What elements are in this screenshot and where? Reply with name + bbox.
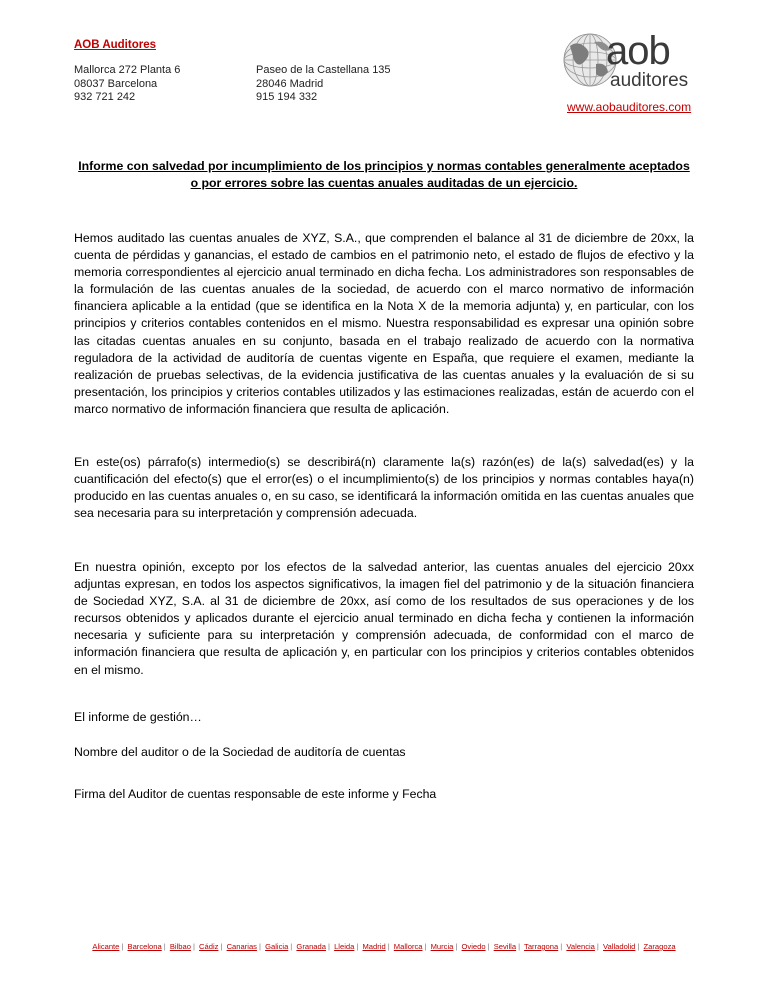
footer-city-link[interactable]: Murcia: [430, 942, 454, 951]
footer-city-link[interactable]: Granada: [296, 942, 326, 951]
footer-separator: |: [637, 942, 640, 951]
footer-separator: |: [220, 942, 223, 951]
footer-separator: |: [121, 942, 124, 951]
footer-separator: |: [487, 942, 490, 951]
footer-separator: |: [518, 942, 521, 951]
footer-city-link[interactable]: Valencia: [566, 942, 595, 951]
footer-separator: |: [560, 942, 563, 951]
footer-separator: |: [327, 942, 330, 951]
footer-city-link[interactable]: Cádiz: [199, 942, 219, 951]
footer-separator: |: [356, 942, 359, 951]
office-address-madrid: [256, 64, 391, 105]
paragraph-opinion: En nuestra opinión, excepto por los efectos de la salvedad anterior, las cuentas anuales del ejercicio 20xx adjuntas expresan, en todos los aspectos significativos, la imagen fiel del patrimonio y de la situación financiera de Sociedad XYZ, S.A. al 31 de diciembre de 20xx, así como de los resultados de sus operaciones y de los recursos obtenidos y aplicados durante el ejercicio anual terminado en dicha fecha y contienen la información necesaria y suficiente para su interpretación y comprensión adecuada, de conformidad con el marco de información financiera que resulta de aplicación y, en particular con los principios y criterios contables obtenidos en el mismo.: [74, 560, 694, 677]
footer-separator: |: [258, 942, 261, 951]
signature-date-line: Firma del Auditor de cuentas responsable de este informe y Fecha: [74, 787, 437, 801]
logo-wordmark-aob: aob: [606, 29, 670, 73]
address-line: Paseo de la Castellana 135: [256, 64, 391, 76]
phone-line: 932 721 242: [74, 91, 136, 103]
footer-city-link[interactable]: Tarragona: [524, 942, 559, 951]
footer-separator: |: [387, 942, 390, 951]
paragraph-scope: Hemos auditado las cuentas anuales de XYZ, S.A., que comprenden el balance al 31 de diciembre de 20xx, la cuenta de pérdidas y ganancias, el estado de cambios en el patrimonio neto, el estado de flujos de efectivo y la memoria correspondientes al ejercicio anual terminado en dicha fecha. Los administradores son responsables de la formulación de las cuentas anuales de la sociedad, de acuerdo con el marco normativo de información financiera aplicable a la entidad (que se identifica en la Nota X de la memoria adjunta) y, en particular, con los principios y criterios contables contenidos en el mismo. Nuestra responsabilidad es expresar una opinión sobre las citadas cuentas anuales en su conjunto, basada en el trabajo realizado de acuerdo con la normativa reguladora de la actividad de auditoría de cuentas vigente en España, que requiere el examen, mediante la realización de pruebas selectivas, de la evidencia justificativa de las cuentas anuales y la evaluación de si su presentación, los principios y criterios contables utilizados y las estimaciones realizadas, están de acuerdo con el marco normativo de información financiera que resulta de aplicación.: [74, 231, 694, 416]
footer-city-link[interactable]: Madrid: [362, 942, 386, 951]
footer-city-link[interactable]: Barcelona: [127, 942, 162, 951]
office-address-barcelona: [74, 64, 180, 105]
phone-line: 915 194 332: [256, 91, 318, 103]
management-report-line: El informe de gestión…: [74, 710, 202, 724]
footer-city-link[interactable]: Lleida: [334, 942, 355, 951]
footer-city-link[interactable]: Bilbao: [169, 942, 191, 951]
auditor-name-line: Nombre del auditor o de la Sociedad de auditoría de cuentas: [74, 745, 406, 759]
footer-city-link[interactable]: Alicante: [92, 942, 120, 951]
address-line: 08037 Barcelona: [74, 77, 158, 90]
company-name: AOB Auditores: [74, 39, 156, 51]
address-line: Mallorca 272 Planta 6: [74, 64, 181, 76]
footer-separator: |: [455, 942, 458, 951]
footer-separator: |: [290, 942, 293, 951]
document-title: Informe con salvedad por incumplimiento de los principios y normas contables generalmente aceptados o por errores sobre las cuentas anuales auditadas de un ejercicio.: [78, 159, 690, 190]
footer-separator: |: [424, 942, 427, 951]
footer-city-link[interactable]: Galicia: [265, 942, 289, 951]
aob-logo: [556, 26, 708, 96]
footer-city-link[interactable]: Zaragoza: [643, 942, 676, 951]
paragraph-qualification: En este(os) párrafo(s) intermedio(s) se describirá(n) claramente la(s) razón(es) de la(s) salvedad(es) y la cuantificación del efecto(s) que el error(es) o el incumplimiento(s) de los principios y normas contables haya(n) producido en las cuentas anuales o, en su caso, se identificará la información omitida en las cuentas anuales que sea necesaria para su interpretación y comprensión adecuada.: [74, 455, 694, 521]
footer-separator: |: [596, 942, 599, 951]
footer-city-link[interactable]: Mallorca: [393, 942, 423, 951]
footer-separator: |: [192, 942, 195, 951]
footer-city-link[interactable]: Sevilla: [493, 942, 517, 951]
footer-city-link[interactable]: Canarias: [226, 942, 257, 951]
logo-wordmark-auditores: auditores: [610, 70, 689, 91]
footer-city-link[interactable]: Valladolid: [603, 942, 636, 951]
footer-city-link[interactable]: Oviedo: [461, 942, 486, 951]
website-link[interactable]: www.aobauditores.com: [567, 100, 692, 114]
address-line: 28046 Madrid: [256, 77, 324, 90]
office-locations-footer: [74, 942, 694, 951]
footer-separator: |: [163, 942, 166, 951]
